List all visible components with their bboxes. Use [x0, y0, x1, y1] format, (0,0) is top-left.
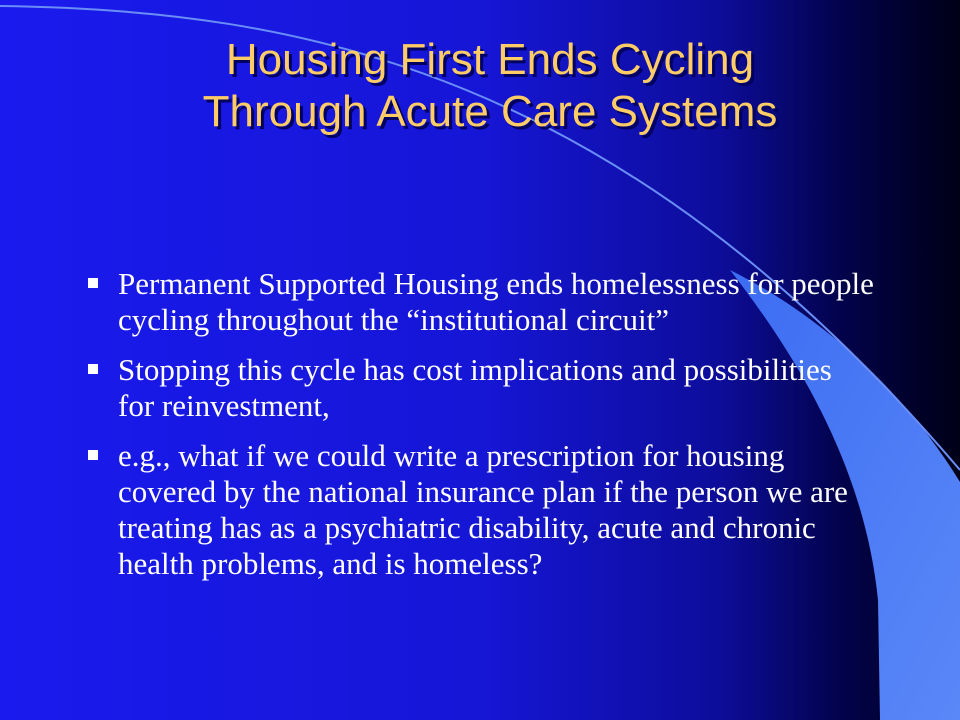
square-bullet-icon [88, 278, 98, 288]
bullet-item [84, 438, 874, 582]
bullet-text: Stopping this cycle has cost implications and possibilities for reinvestment, [118, 352, 832, 423]
bullet-item [84, 266, 874, 338]
square-bullet-icon [88, 450, 98, 460]
slide-title [90, 34, 890, 138]
title-line-1: Housing First Ends Cycling [225, 35, 755, 84]
bullet-text: e.g., what if we could write a prescription for housing covered by the national insurance plan if the person we are treating has as a psychiatric disability, acute and chronic health problems, and is homeless? [118, 438, 848, 581]
bullet-text: Permanent Supported Housing ends homelessness for people cycling throughout the “institutional circuit” [118, 266, 874, 337]
square-bullet-icon [88, 364, 98, 374]
title-line-2: Through Acute Care Systems [202, 87, 778, 136]
bullet-item [84, 352, 874, 424]
bullet-list [84, 266, 874, 596]
